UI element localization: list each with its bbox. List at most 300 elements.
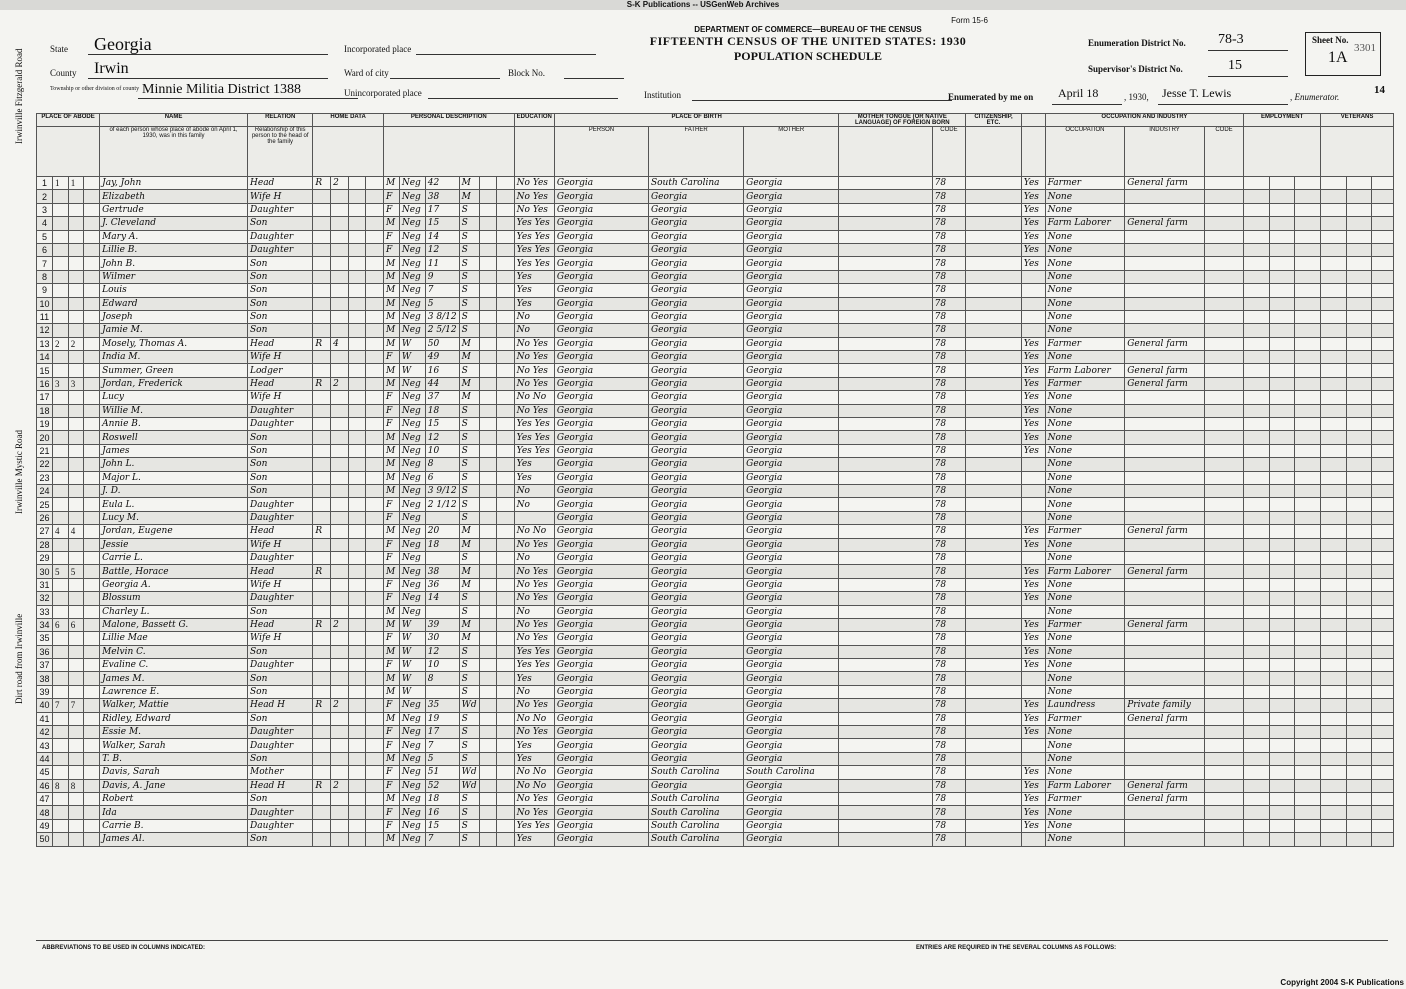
visit-order xyxy=(84,310,100,323)
race: W xyxy=(399,659,425,672)
farm-schedule xyxy=(1372,833,1394,846)
table-row xyxy=(37,819,1394,832)
race: Neg xyxy=(399,177,425,190)
industry xyxy=(1125,230,1205,243)
sex: F xyxy=(383,779,399,792)
race: Neg xyxy=(399,726,425,739)
occupation: None xyxy=(1045,645,1125,658)
home-tenure xyxy=(313,190,331,203)
sex: M xyxy=(383,444,399,457)
line-number: 29 xyxy=(37,551,53,564)
table-row xyxy=(37,471,1394,484)
employed xyxy=(1244,699,1270,712)
relation: Wife H xyxy=(248,391,313,404)
race: Neg xyxy=(399,418,425,431)
farm-schedule xyxy=(1372,578,1394,591)
birth-code: 78 xyxy=(932,217,966,230)
home-value xyxy=(331,592,349,605)
school xyxy=(497,792,515,805)
marital-status: S xyxy=(459,792,479,805)
veteran xyxy=(1321,685,1347,698)
employed xyxy=(1244,632,1270,645)
age: 11 xyxy=(425,257,459,270)
mother-tongue xyxy=(839,819,932,832)
employment-extra xyxy=(1295,297,1321,310)
farm-schedule xyxy=(1372,766,1394,779)
family-number xyxy=(68,752,84,765)
relation: Son xyxy=(248,270,313,283)
industry xyxy=(1125,819,1205,832)
education: Yes Yes xyxy=(514,257,554,270)
speaks-english xyxy=(1021,471,1045,484)
person-name: Robert xyxy=(100,792,248,805)
occupation-code xyxy=(1204,578,1243,591)
war xyxy=(1346,177,1372,190)
home-value: 2 xyxy=(331,177,349,190)
birthplace-father: Georgia xyxy=(648,431,743,444)
visit-order xyxy=(84,351,100,364)
birth-code: 78 xyxy=(932,364,966,377)
birthplace-father: Georgia xyxy=(648,324,743,337)
mother-tongue xyxy=(839,270,932,283)
table-row xyxy=(37,498,1394,511)
birthplace-mother: Georgia xyxy=(744,270,839,283)
visit-order xyxy=(84,364,100,377)
employed xyxy=(1244,270,1270,283)
birthplace-father: Georgia xyxy=(648,230,743,243)
radio xyxy=(348,484,366,497)
dwelling-number xyxy=(52,806,68,819)
mother-tongue xyxy=(839,672,932,685)
sheet-label: Sheet No. xyxy=(1312,35,1349,45)
side-note: Dirt road from Irwinville xyxy=(14,613,24,704)
industry xyxy=(1125,752,1205,765)
birthplace-person: Georgia xyxy=(554,324,648,337)
birthplace-mother: Georgia xyxy=(744,498,839,511)
occupation: None xyxy=(1045,632,1125,645)
dwelling-number xyxy=(52,645,68,658)
farm-schedule xyxy=(1372,444,1394,457)
table-row xyxy=(37,310,1394,323)
birth-code: 78 xyxy=(932,324,966,337)
citizenship xyxy=(966,297,1022,310)
family-number: 3 xyxy=(68,377,84,390)
war xyxy=(1346,364,1372,377)
birthplace-person: Georgia xyxy=(554,377,648,390)
school xyxy=(497,592,515,605)
occupation: None xyxy=(1045,819,1125,832)
home-value xyxy=(331,391,349,404)
dwelling-number xyxy=(52,418,68,431)
home-tenure xyxy=(313,498,331,511)
marital-status: S xyxy=(459,217,479,230)
age-at-marriage xyxy=(479,632,497,645)
marital-status: S xyxy=(459,551,479,564)
farm xyxy=(366,324,384,337)
birthplace-person: Georgia xyxy=(554,779,648,792)
employment-extra xyxy=(1295,551,1321,564)
relation: Wife H xyxy=(248,351,313,364)
age: 5 xyxy=(425,297,459,310)
occupation-code xyxy=(1204,498,1243,511)
group-mother-tongue: MOTHER TONGUE (OR NATIVE LANGUAGE) OF FOREIGN BORN xyxy=(839,114,966,127)
farm-schedule xyxy=(1372,284,1394,297)
war xyxy=(1346,471,1372,484)
table-row xyxy=(37,190,1394,203)
veteran xyxy=(1321,217,1347,230)
line-number: 38 xyxy=(37,672,53,685)
farm-schedule xyxy=(1372,243,1394,256)
radio xyxy=(348,297,366,310)
birth-code: 78 xyxy=(932,471,966,484)
race: Neg xyxy=(399,525,425,538)
age: 50 xyxy=(425,337,459,350)
home-tenure xyxy=(313,806,331,819)
unemployed-line xyxy=(1269,618,1295,631)
table-row xyxy=(37,726,1394,739)
birth-code: 78 xyxy=(932,511,966,524)
home-tenure xyxy=(313,418,331,431)
employed xyxy=(1244,565,1270,578)
line-number: 9 xyxy=(37,284,53,297)
age: 16 xyxy=(425,806,459,819)
veteran xyxy=(1321,592,1347,605)
birth-code: 78 xyxy=(932,444,966,457)
occupation-code xyxy=(1204,418,1243,431)
radio xyxy=(348,779,366,792)
education: No No xyxy=(514,779,554,792)
race: Neg xyxy=(399,270,425,283)
occupation: Farmer xyxy=(1045,712,1125,725)
employment-extra xyxy=(1295,739,1321,752)
age-at-marriage xyxy=(479,806,497,819)
birthplace-person: Georgia xyxy=(554,458,648,471)
home-subheads xyxy=(313,127,384,177)
table-row xyxy=(37,230,1394,243)
farm xyxy=(366,806,384,819)
farm xyxy=(366,511,384,524)
veteran xyxy=(1321,819,1347,832)
dwelling-number xyxy=(52,364,68,377)
birthplace-mother: Georgia xyxy=(744,632,839,645)
line-number: 21 xyxy=(37,444,53,457)
industry: General farm xyxy=(1125,364,1205,377)
unemployed-line xyxy=(1269,203,1295,216)
occupation-code xyxy=(1204,404,1243,417)
speaks-english: Yes xyxy=(1021,538,1045,551)
age: 8 xyxy=(425,672,459,685)
employed xyxy=(1244,324,1270,337)
industry xyxy=(1125,190,1205,203)
home-tenure xyxy=(313,766,331,779)
birthplace-mother: Georgia xyxy=(744,310,839,323)
citizenship xyxy=(966,243,1022,256)
war xyxy=(1346,297,1372,310)
farm xyxy=(366,659,384,672)
birthplace-person: Georgia xyxy=(554,418,648,431)
race: W xyxy=(399,685,425,698)
speaks-english: Yes xyxy=(1021,377,1045,390)
farm-schedule xyxy=(1372,605,1394,618)
home-tenure xyxy=(313,243,331,256)
industry xyxy=(1125,257,1205,270)
relation: Head xyxy=(248,337,313,350)
occupation-code xyxy=(1204,203,1243,216)
employed xyxy=(1244,792,1270,805)
table-row xyxy=(37,404,1394,417)
citizenship xyxy=(966,538,1022,551)
occupation-code xyxy=(1204,444,1243,457)
citizenship xyxy=(966,726,1022,739)
race: Neg xyxy=(399,190,425,203)
industry xyxy=(1125,766,1205,779)
radio xyxy=(348,364,366,377)
birthplace-mother: Georgia xyxy=(744,659,839,672)
farm xyxy=(366,819,384,832)
age: 14 xyxy=(425,592,459,605)
race: Neg xyxy=(399,766,425,779)
occupation: None xyxy=(1045,806,1125,819)
occupation: None xyxy=(1045,391,1125,404)
visit-order xyxy=(84,284,100,297)
war xyxy=(1346,324,1372,337)
schedule-heading: POPULATION SCHEDULE xyxy=(733,49,883,63)
home-value xyxy=(331,190,349,203)
sex: F xyxy=(383,538,399,551)
sheet-value: 1A xyxy=(1328,49,1348,66)
table-row xyxy=(37,712,1394,725)
employment-extra xyxy=(1295,203,1321,216)
marital-status: S xyxy=(459,833,479,846)
veteran xyxy=(1321,792,1347,805)
home-tenure xyxy=(313,739,331,752)
race: Neg xyxy=(399,739,425,752)
farm-schedule xyxy=(1372,792,1394,805)
table-row xyxy=(37,484,1394,497)
line-number: 28 xyxy=(37,538,53,551)
birthplace-father: Georgia xyxy=(648,364,743,377)
school xyxy=(497,659,515,672)
abbrev-title: ABBREVIATIONS TO BE USED IN COLUMNS INDICATED: xyxy=(42,945,206,951)
birthplace-person: Georgia xyxy=(554,645,648,658)
employed xyxy=(1244,177,1270,190)
war xyxy=(1346,431,1372,444)
farm xyxy=(366,685,384,698)
birthplace-mother: Georgia xyxy=(744,551,839,564)
mother-tongue xyxy=(839,739,932,752)
age-at-marriage xyxy=(479,779,497,792)
marital-status: M xyxy=(459,391,479,404)
family-number xyxy=(68,484,84,497)
family-number xyxy=(68,217,84,230)
birthplace-person: Georgia xyxy=(554,230,648,243)
table-row xyxy=(37,699,1394,712)
race: Neg xyxy=(399,498,425,511)
relation: Son xyxy=(248,458,313,471)
dwelling-number xyxy=(52,230,68,243)
table-row xyxy=(37,351,1394,364)
group-home-data: HOME DATA xyxy=(313,114,384,127)
enum-district-label: Enumeration District No. xyxy=(1088,38,1186,48)
race: Neg xyxy=(399,592,425,605)
war xyxy=(1346,243,1372,256)
visit-order xyxy=(84,752,100,765)
relation: Lodger xyxy=(248,364,313,377)
war xyxy=(1346,659,1372,672)
line-number: 31 xyxy=(37,578,53,591)
school xyxy=(497,337,515,350)
industry xyxy=(1125,592,1205,605)
employment-extra xyxy=(1295,792,1321,805)
school xyxy=(497,632,515,645)
age: 20 xyxy=(425,525,459,538)
race: Neg xyxy=(399,404,425,417)
birthplace-mother: Georgia xyxy=(744,444,839,457)
person-name: Major L. xyxy=(100,471,248,484)
language-subhead xyxy=(839,127,932,177)
education: Yes Yes xyxy=(514,217,554,230)
occupation: None xyxy=(1045,752,1125,765)
birthplace-father: Georgia xyxy=(648,404,743,417)
mother-tongue xyxy=(839,431,932,444)
birthplace-mother: Georgia xyxy=(744,431,839,444)
race: Neg xyxy=(399,605,425,618)
war xyxy=(1346,377,1372,390)
veteran xyxy=(1321,243,1347,256)
education: No Yes xyxy=(514,203,554,216)
dwelling-number: 7 xyxy=(52,699,68,712)
home-tenure xyxy=(313,324,331,337)
war xyxy=(1346,217,1372,230)
unemployed-line xyxy=(1269,592,1295,605)
mother-tongue xyxy=(839,525,932,538)
line-number: 30 xyxy=(37,565,53,578)
occupation-code xyxy=(1204,351,1243,364)
employment-extra xyxy=(1295,766,1321,779)
birthplace-father: South Carolina xyxy=(648,177,743,190)
citizenship xyxy=(966,739,1022,752)
radio xyxy=(348,766,366,779)
birthplace-father: Georgia xyxy=(648,297,743,310)
birthplace-mother: Georgia xyxy=(744,525,839,538)
school xyxy=(497,685,515,698)
speaks-english: Yes xyxy=(1021,525,1045,538)
relation: Mother xyxy=(248,766,313,779)
age: 19 xyxy=(425,712,459,725)
birthplace-mother: Georgia xyxy=(744,364,839,377)
unemployed-line xyxy=(1269,779,1295,792)
birthplace-person: Georgia xyxy=(554,605,648,618)
occupation-code-head: CODE xyxy=(1204,127,1243,177)
home-value xyxy=(331,632,349,645)
farm xyxy=(366,458,384,471)
home-tenure: R xyxy=(313,377,331,390)
school xyxy=(497,699,515,712)
occupation: None xyxy=(1045,833,1125,846)
person-name: Eula L. xyxy=(100,498,248,511)
table-row xyxy=(37,243,1394,256)
farm-schedule xyxy=(1372,726,1394,739)
unemployed-line xyxy=(1269,792,1295,805)
speaks-english xyxy=(1021,551,1045,564)
personal-subheads xyxy=(383,127,514,177)
unemployed-line xyxy=(1269,337,1295,350)
line-number: 45 xyxy=(37,766,53,779)
table-row xyxy=(37,431,1394,444)
family-number xyxy=(68,498,84,511)
occupation: None xyxy=(1045,471,1125,484)
radio xyxy=(348,618,366,631)
birthplace-person: Georgia xyxy=(554,270,648,283)
veteran xyxy=(1321,310,1347,323)
family-number: 4 xyxy=(68,525,84,538)
age: 7 xyxy=(425,284,459,297)
visit-order xyxy=(84,672,100,685)
veteran xyxy=(1321,270,1347,283)
home-tenure xyxy=(313,578,331,591)
marital-status: S xyxy=(459,297,479,310)
school xyxy=(497,270,515,283)
sex: M xyxy=(383,324,399,337)
birth-code: 78 xyxy=(932,726,966,739)
age-at-marriage xyxy=(479,766,497,779)
employment-extra xyxy=(1295,618,1321,631)
sex: F xyxy=(383,739,399,752)
table-row xyxy=(37,284,1394,297)
veteran xyxy=(1321,699,1347,712)
war xyxy=(1346,672,1372,685)
birth-father-head: FATHER xyxy=(648,127,743,177)
sex: F xyxy=(383,578,399,591)
home-value xyxy=(331,525,349,538)
table-row xyxy=(37,752,1394,765)
citizenship xyxy=(966,444,1022,457)
person-name: Lawrence E. xyxy=(100,685,248,698)
farm xyxy=(366,217,384,230)
relation: Wife H xyxy=(248,578,313,591)
farm xyxy=(366,752,384,765)
visit-order xyxy=(84,525,100,538)
war xyxy=(1346,284,1372,297)
farm xyxy=(366,471,384,484)
education-subheads xyxy=(514,127,554,177)
birth-code: 78 xyxy=(932,605,966,618)
occupation-code xyxy=(1204,833,1243,846)
relation: Daughter xyxy=(248,203,313,216)
employed xyxy=(1244,391,1270,404)
employed xyxy=(1244,471,1270,484)
citizenship xyxy=(966,310,1022,323)
home-tenure xyxy=(313,270,331,283)
birth-code: 78 xyxy=(932,297,966,310)
sex: F xyxy=(383,726,399,739)
age: 16 xyxy=(425,364,459,377)
family-number: 1 xyxy=(68,177,84,190)
birth-code: 78 xyxy=(932,659,966,672)
race: W xyxy=(399,351,425,364)
veteran xyxy=(1321,632,1347,645)
family-number xyxy=(68,243,84,256)
war xyxy=(1346,498,1372,511)
language-code-subhead: CODE xyxy=(932,127,966,177)
mother-tongue xyxy=(839,324,932,337)
race: Neg xyxy=(399,471,425,484)
visit-order xyxy=(84,578,100,591)
home-tenure xyxy=(313,511,331,524)
birthplace-person: Georgia xyxy=(554,203,648,216)
family-number xyxy=(68,538,84,551)
visit-order xyxy=(84,203,100,216)
